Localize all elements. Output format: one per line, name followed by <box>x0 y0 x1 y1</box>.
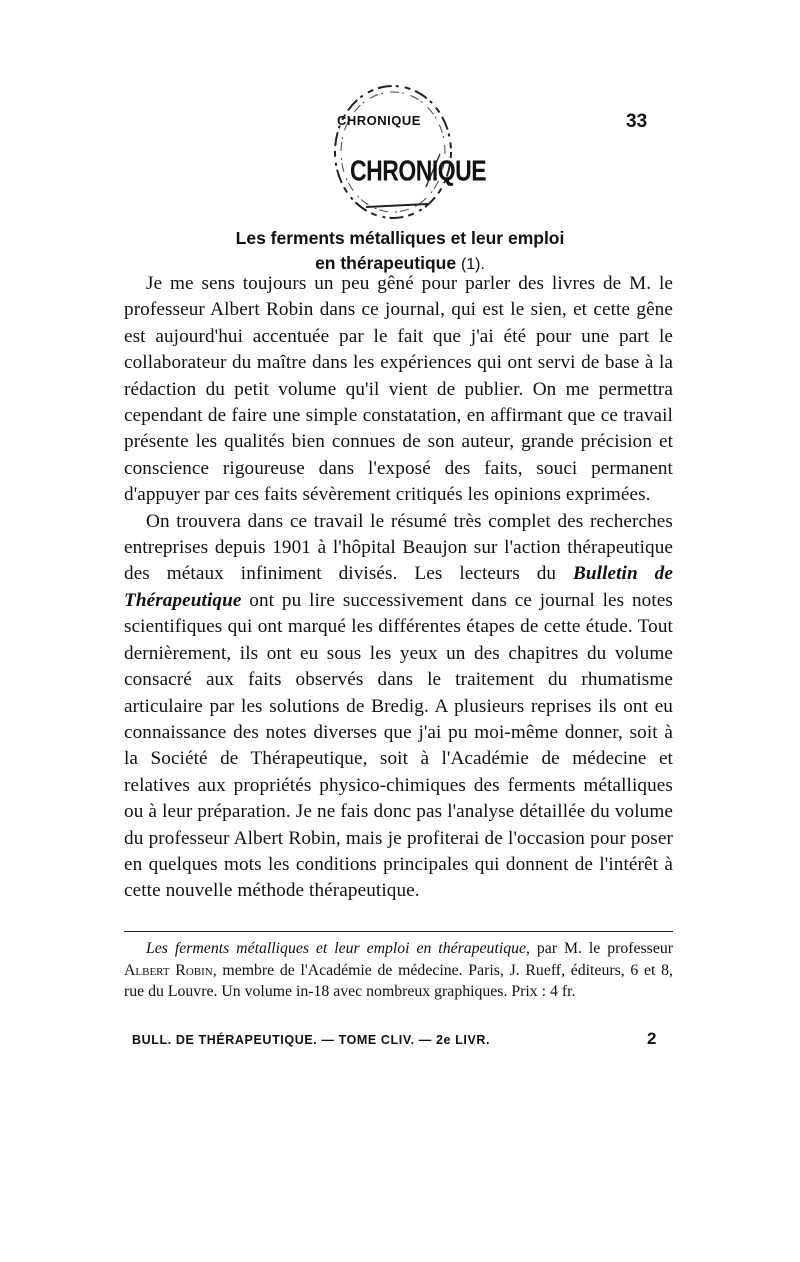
footnote-divider <box>124 931 673 932</box>
stamp-small-label: CHRONIQUE <box>337 113 421 128</box>
footnote-text-2: , membre de l'Académie de médecine. Paris, J. Rueff, éditeurs, 6 et 8, rue du Louvre. Un volume in-18 avec nombreux graphiques. Prix : 4 fr. <box>124 961 673 1000</box>
footnote-book-title: Les ferments métalliques et leur emploi en thérapeutique <box>146 940 527 957</box>
signature-mark: 2 <box>646 1029 657 1048</box>
page-number: 33 <box>626 111 648 132</box>
paragraph-2-start: On trouvera dans ce travail le résumé très complet des recherches entreprises depuis 1901 à l'hôpital Beaujon sur l'action thérapeutique des métaux infiniment divisés. Les lecteurs du <box>124 510 673 585</box>
article-body <box>124 271 673 905</box>
footnote-author: Albert Robin <box>124 961 213 979</box>
footnote-reference: (1). <box>460 256 485 273</box>
page-footer <box>132 1029 657 1049</box>
paragraph-1: Je me sens toujours un peu gêné pour parler des livres de M. le professeur Albert Robin dans ce journal, qui est le sien, et cette gêne est aujourd'hui accentuée par le fait que j'ai été pour une part le collaborateur du maître dans les expériences qui ont servi de base à la rédaction du petit volume qu'il vient de publier. On me permettra cependant de faire une simple constatation, en affirmant que ce travail présente les qualités bien connues de son auteur, grande précision et conscience rigoureuse dans l'exposé des faits, souci permanent d'appuyer par ces faits sévèrement critiqués les opinions exprimées. <box>124 273 673 506</box>
footnote <box>124 938 673 1003</box>
chronique-stamp <box>318 72 468 232</box>
footnote-text-1: , par M. le professeur <box>526 940 674 957</box>
footnote-text <box>124 938 673 1003</box>
journal-name-italic: Bulletin de Thérapeutique <box>124 563 673 611</box>
title-line-1: Les ferments métalliques et leur emploi <box>235 228 565 248</box>
stamp-oval-icon <box>318 72 468 232</box>
article-title <box>130 226 670 277</box>
running-title: BULL. DE THÉRAPEUTIQUE. — TOME CLIV. — 2e LIVR. <box>132 1033 491 1047</box>
paragraph-2-end: ont pu lire successivement dans ce journal les notes scientifiques qui ont marqué les différentes étapes de cette étude. Tout dernièrement, ils ont eu sous les yeux un des chapitres du volume consacré aux faits observés dans le traitement du rhumatisme articulaire par les solutions de Bredig. A plusieurs reprises ils ont eu connaissance des notes diverses que j'ai pu moi-même donner, soit à la Société de Thérapeutique, soit à l'Académie de médecine et relatives aux propriétés physico-chimiques des ferments métalliques ou à leur préparation. Je ne fais donc pas l'analyse détaillée du volume du professeur Albert Robin, mais je profiterai de l'occasion pour poser en quelques mots les conditions principales qui donnent de l'intérêt à cette nouvelle méthode thérapeutique. <box>124 589 673 902</box>
paragraph-2 <box>124 509 673 905</box>
title-line-2-text: en thérapeutique <box>315 253 457 273</box>
stamp-large-label: CHRONIQUE <box>350 154 487 187</box>
